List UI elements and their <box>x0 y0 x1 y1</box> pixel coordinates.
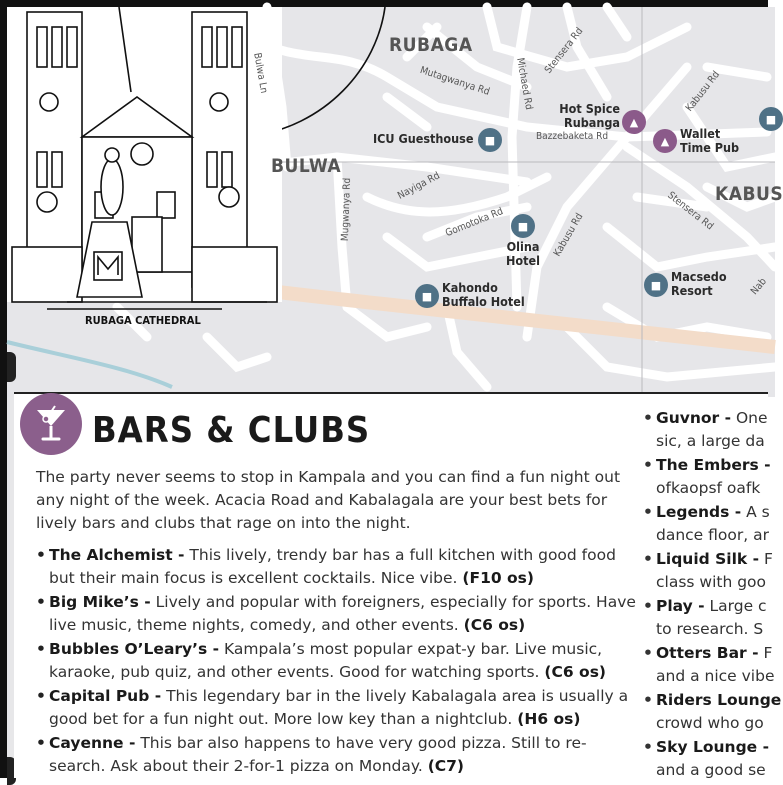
bar-description: One <box>731 409 768 427</box>
list-item <box>36 732 636 778</box>
list-item <box>643 595 783 641</box>
grid-reference: (F10 os) <box>462 569 534 587</box>
grid-reference: (H6 os) <box>517 710 581 728</box>
bar-icon[interactable]: ▲ <box>622 110 646 134</box>
bar-name: Capital Pub - <box>49 687 162 705</box>
bar-name: Liquid Silk - <box>656 550 760 568</box>
road-label: Bazzebaketa Rd <box>536 131 609 142</box>
bar-list <box>36 544 636 779</box>
bar-description: Lively and popular with foreigners, especially for sports. Have live music, theme nights, comedy, and other events. <box>49 593 636 634</box>
map[interactable] <box>7 7 783 397</box>
bar-name: Bubbles O’Leary’s - <box>49 640 220 658</box>
poi-label-line: Rubanga <box>564 115 620 130</box>
bar-name: Riders Lounge <box>656 691 782 709</box>
poi-label-line: Olina <box>506 239 540 254</box>
poi-label-line: Hotel <box>506 253 540 268</box>
bar-description: F <box>758 644 773 662</box>
hotel-icon[interactable]: ■ <box>644 273 668 297</box>
list-item <box>36 591 636 637</box>
list-item <box>643 501 783 547</box>
poi-label-line: Macsedo <box>671 269 727 284</box>
cathedral-illustration <box>7 7 282 309</box>
bar-name: Guvnor - <box>656 409 732 427</box>
grid-reference: (C6 os) <box>463 616 526 634</box>
grid-reference: (C7) <box>427 757 465 775</box>
list-item <box>643 736 783 782</box>
list-item <box>643 642 783 688</box>
poi-label-line: Wallet <box>680 126 721 141</box>
district-label-bulwa: BULWA <box>271 155 342 177</box>
hotel-icon[interactable]: ■ <box>511 214 535 238</box>
bar-list-column-2 <box>643 407 783 783</box>
bar-description: Kampala’s most popular expat-y bar. Live music, karaoke, pub quiz, and other events. Good for watching sports. <box>49 640 603 681</box>
bar-name: Cayenne - <box>49 734 136 752</box>
bar-description: ofkaopsf oafk <box>656 479 761 497</box>
road-label: Bulwa Ln <box>251 52 270 95</box>
poi-label-line: Kahondo <box>442 280 498 295</box>
road-label: Michaed Rd <box>514 57 535 111</box>
road-label: Stensera Rd <box>665 190 716 233</box>
section-intro: The party never seems to stop in Kampala and you can find a fun night out any night of the week. Acacia Road and Kabalagala are your best bets for lively bars and clubs that rage on into the night. <box>36 468 621 532</box>
cocktail-icon <box>20 393 82 455</box>
bar-description: A s <box>741 503 770 521</box>
road-label: Mutagwanya Rd <box>418 65 491 98</box>
bar-name: Play - <box>656 597 705 615</box>
bar-name: Big Mike’s - <box>49 593 151 611</box>
road-label: Kabusu Rd <box>684 69 723 114</box>
poi-label-hot-spice[interactable] <box>558 102 620 130</box>
map-roads <box>7 7 775 397</box>
list-item <box>643 548 783 594</box>
hotel-icon[interactable]: ■ <box>415 284 439 308</box>
bar-description: dance floor, ar <box>656 526 769 544</box>
road-label: Stensera Rd <box>543 25 586 76</box>
bar-description: F <box>759 550 773 568</box>
hotel-icon[interactable]: ■ <box>759 107 783 131</box>
bar-description: and a nice vibe <box>656 667 775 685</box>
bar-description: to research. S <box>656 620 764 638</box>
bar-name: Otters Bar - <box>656 644 759 662</box>
bar-description: crowd who go <box>656 714 764 732</box>
poi-label-line: Resort <box>671 283 713 298</box>
list-item <box>36 685 636 731</box>
bar-icon[interactable]: ▲ <box>653 129 677 153</box>
hotel-icon[interactable]: ■ <box>478 128 502 152</box>
poi-label-icu-guesthouse[interactable]: ICU Guesthouse <box>373 131 474 146</box>
road-label: Nayiga Rd <box>396 170 442 202</box>
section-title: BARS & CLUBS <box>92 410 371 451</box>
grid-reference: (C6 os) <box>544 663 607 681</box>
bar-name: The Embers - <box>656 456 771 474</box>
road-label: Nab <box>749 276 769 298</box>
bar-description: This lively, trendy bar has a full kitchen with good food but their main focus is excellent cocktails. Nice vibe. <box>49 546 616 587</box>
page-edge-tab <box>7 352 16 382</box>
bar-name: Legends - <box>656 503 742 521</box>
list-item <box>36 638 636 684</box>
district-label-kabus: KABUS <box>715 183 783 205</box>
road-label: Gomotoka Rd <box>444 206 505 240</box>
poi-label-olina-hotel[interactable] <box>504 240 542 268</box>
list-item <box>643 407 783 453</box>
road-label: Mugwanya Rd <box>339 177 354 242</box>
bar-description: Large c <box>704 597 767 615</box>
list-item <box>643 454 783 500</box>
bar-name: Sky Lounge - <box>656 738 770 756</box>
cathedral-caption: RUBAGA CATHEDRAL <box>85 314 201 327</box>
list-item <box>36 544 636 590</box>
bar-name: The Alchemist - <box>49 546 185 564</box>
list-item <box>643 689 783 735</box>
poi-label-line: Time Pub <box>680 140 740 155</box>
bar-description: and a good se <box>656 761 766 779</box>
bar-description: This bar also happens to have very good pizza. Still to re-search. Ask about their 2-for-1 pizza on Monday. <box>49 734 587 775</box>
poi-label-macsedo-resort[interactable] <box>671 270 727 298</box>
poi-label-wallet-time-pub[interactable] <box>680 127 739 155</box>
district-label-rubaga: RUBAGA <box>389 34 473 56</box>
bar-description: class with goo <box>656 573 767 591</box>
poi-label-line: Buffalo Hotel <box>442 294 525 309</box>
road-label: Kabusu Rd <box>552 211 586 259</box>
poi-label-kahondo-buffalo-hotel[interactable] <box>442 281 525 309</box>
bar-description: sic, a large da <box>656 432 765 450</box>
bar-description: This legendary bar in the lively Kabalagala area is usually a good bet for a fun night out. More low key than a nightclub. <box>49 687 629 728</box>
poi-label-line: Hot Spice <box>559 101 620 116</box>
